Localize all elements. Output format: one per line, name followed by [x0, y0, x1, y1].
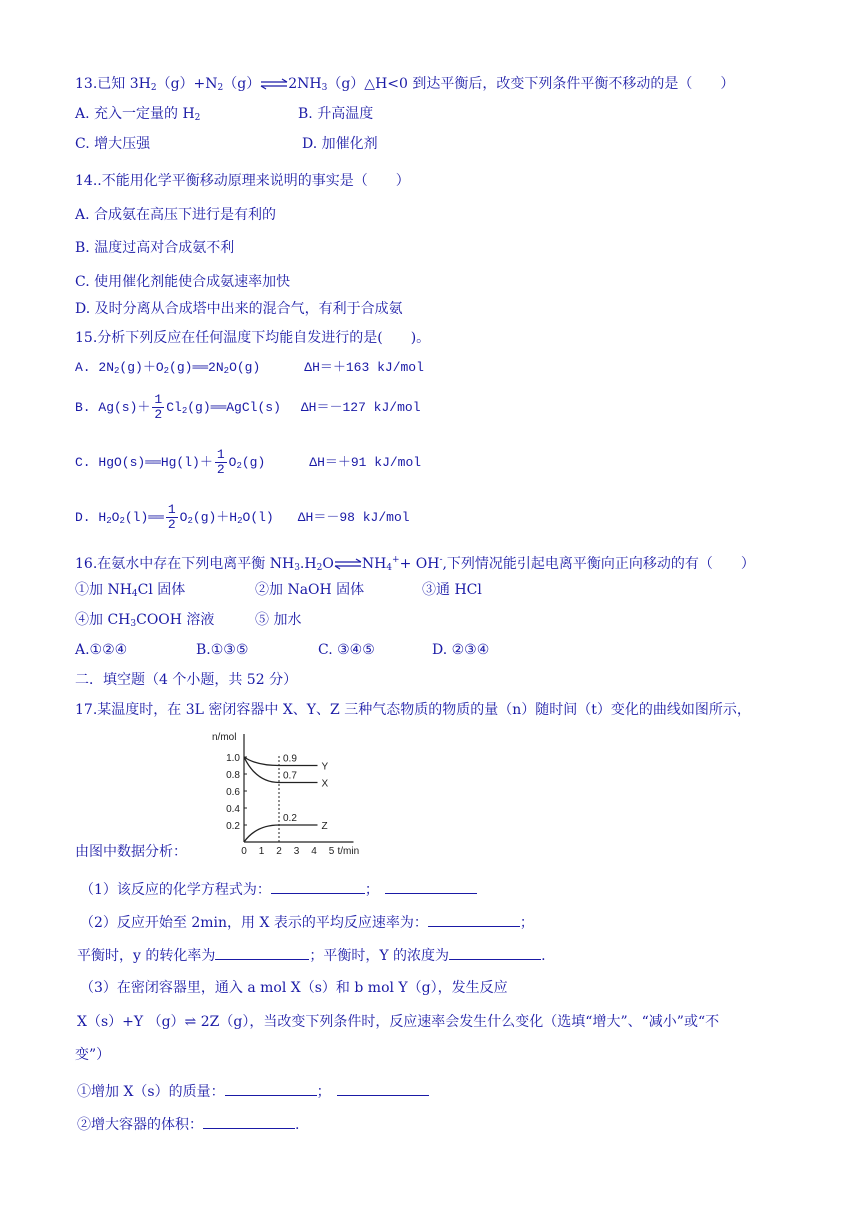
- data-label-x: 0.7: [283, 770, 297, 782]
- data-label-y: 0.9: [283, 753, 297, 765]
- q14-option-a: A. 合成氨在高压下进行是有利的: [75, 207, 277, 223]
- x-tick-label: 2: [276, 846, 282, 857]
- series-line-z: [244, 825, 318, 842]
- x-axis-label: t/min: [337, 846, 360, 857]
- q16-item-3: ③通 HCl: [422, 582, 482, 598]
- y-tick-label: 0.2: [226, 821, 240, 832]
- q16-stem: 16.在氨水中存在下列电离平衡 $NH_3.H_2O$ $NH_4^++ OH^-$,下列情况能引起电离平衡向正向移动的有（ ）: [75, 555, 755, 573]
- y-tick-label: 1.0: [226, 753, 240, 764]
- mole-time-chart: [208, 728, 378, 860]
- series-name-y: Y: [321, 761, 329, 773]
- q13-option-d: D. 加催化剂: [302, 136, 378, 152]
- series-line-x: [244, 757, 318, 783]
- x-tick-label: 4: [311, 846, 317, 857]
- q16-option-c: C. ③④⑤: [318, 642, 375, 658]
- answer-blank-1b[interactable]: [385, 879, 477, 894]
- q15-stem: 15.分析下列反应在任何温度下均能自发进行的是( )。: [75, 330, 431, 346]
- q13-stem: 13.已知 $3H_2(g)+N_2(g)$ $2NH_3(g)\triangle H<0$ 到达平衡后，改变下列条件平衡不移动的是（ ）: [75, 76, 735, 93]
- q17-item-1: ①增加 X（s）的质量： ；: [77, 1081, 429, 1101]
- q14-option-b: B. 温度过高对合成氨不利: [75, 240, 235, 256]
- q17-part2b: 平衡时，y 的转化率为 ；平衡时，Y 的浓度为 .: [77, 945, 546, 965]
- q15-option-d: D. $H_2O_2(l)══$ $\frac{1}{2}$ $O_2(g)+H_2O(l)$ ΔH＝－98 kJ/mol: [75, 502, 410, 532]
- q17-part2: （2）反应开始至 2min，用 X 表示的平均反应速率为： ；: [80, 912, 534, 932]
- equilibrium-arrow-icon: [260, 78, 288, 90]
- q15-option-a: A. $2N_2(g)+O_2(g)══2N_2O(g)$ ΔH＝＋163 kJ/mol: [75, 360, 424, 376]
- answer-blank-3b[interactable]: [337, 1081, 429, 1096]
- fraction-half: $\frac{1}{2}$: [216, 447, 225, 477]
- q17-part3c: 变”）: [75, 1047, 111, 1063]
- fraction-half: $\frac{1}{2}$: [167, 502, 176, 532]
- answer-blank-3a[interactable]: [225, 1081, 317, 1096]
- series-line-y: [244, 757, 318, 766]
- q15-option-b: B. Ag(s)＋ $\frac{1}{2}$ $Cl_2(g)══AgCl(s)$ ΔH＝－127 kJ/mol: [75, 392, 421, 422]
- answer-blank-3c[interactable]: [203, 1114, 295, 1129]
- q17-stem: 17.某温度时，在 3L 密闭容器中 X、Y、Z 三种气态物质的物质的量（n）随时间（t）变化的曲线如图所示，: [75, 702, 751, 718]
- q15-option-c: C. HgO(s)══Hg(l)＋ $\frac{1}{2}$ $O_2(g)$ ΔH＝＋91 kJ/mol: [75, 447, 422, 477]
- answer-blank-2a[interactable]: [428, 912, 520, 927]
- answer-blank-2b[interactable]: [215, 945, 309, 960]
- section-heading: 二．填空题（4 个小题，共 52 分）: [75, 672, 298, 688]
- y-axis-label: n/mol: [212, 732, 237, 743]
- x-tick-label: 3: [293, 846, 300, 857]
- q16-item-4: ④加 $CH_3COOH$ 溶液: [75, 612, 215, 629]
- q16-option-a: A.①②④: [75, 642, 128, 658]
- x-tick-label: 1: [258, 846, 265, 857]
- x-tick-label: 5: [328, 846, 335, 857]
- fraction-half: $\frac{1}{2}$: [154, 392, 163, 422]
- q14-stem: 14..不能用化学平衡移动原理来说明的事实是（ ）: [75, 173, 410, 189]
- q16-item-1: ①加 $NH_4Cl$ 固体: [75, 582, 186, 599]
- y-tick-label: 0.8: [226, 770, 240, 781]
- x-tick-label: 0: [241, 846, 247, 857]
- q14-option-c: C. 使用催化剂能使合成氨速率加快: [75, 274, 291, 290]
- q16-option-b: B.①③⑤: [196, 642, 249, 658]
- q13-option-c: C. 增大压强: [75, 136, 151, 152]
- series-name-x: X: [321, 778, 329, 790]
- q17-part3b: X（s）+Y （g）⇌ 2Z（g），当改变下列条件时，反应速率会发生什么变化（选填“增大”、“减小”或“不: [77, 1014, 720, 1030]
- q17-part3: （3）在密闭容器里，通入 a mol X（s）和 b mol Y（g），发生反应: [80, 980, 508, 996]
- q14-option-d: D. 及时分离从合成塔中出来的混合气，有利于合成氨: [75, 301, 403, 317]
- y-tick-label: 0.4: [226, 804, 240, 815]
- series-name-z: Z: [321, 821, 328, 832]
- y-tick-label: 0.6: [226, 787, 240, 798]
- q13-option-b: B. 升高温度: [298, 106, 374, 122]
- answer-blank-1a[interactable]: [271, 879, 365, 894]
- q16-item-5: ⑤ 加水: [255, 612, 302, 628]
- q16-item-2: ②加 NaOH 固体: [255, 582, 365, 598]
- q17-analysis: 由图中数据分析：: [75, 844, 187, 860]
- q17-part1: （1）该反应的化学方程式为： ；: [80, 879, 477, 899]
- q13-option-a: A. 充入一定量的 $H_2$: [75, 106, 201, 123]
- q16-option-d: D. ②③④: [432, 642, 490, 658]
- q17-item-2: ②增大容器的体积： .: [77, 1114, 299, 1134]
- answer-blank-2c[interactable]: [449, 945, 541, 960]
- data-label-z: 0.2: [283, 813, 297, 824]
- equilibrium-arrow-icon: [334, 558, 362, 570]
